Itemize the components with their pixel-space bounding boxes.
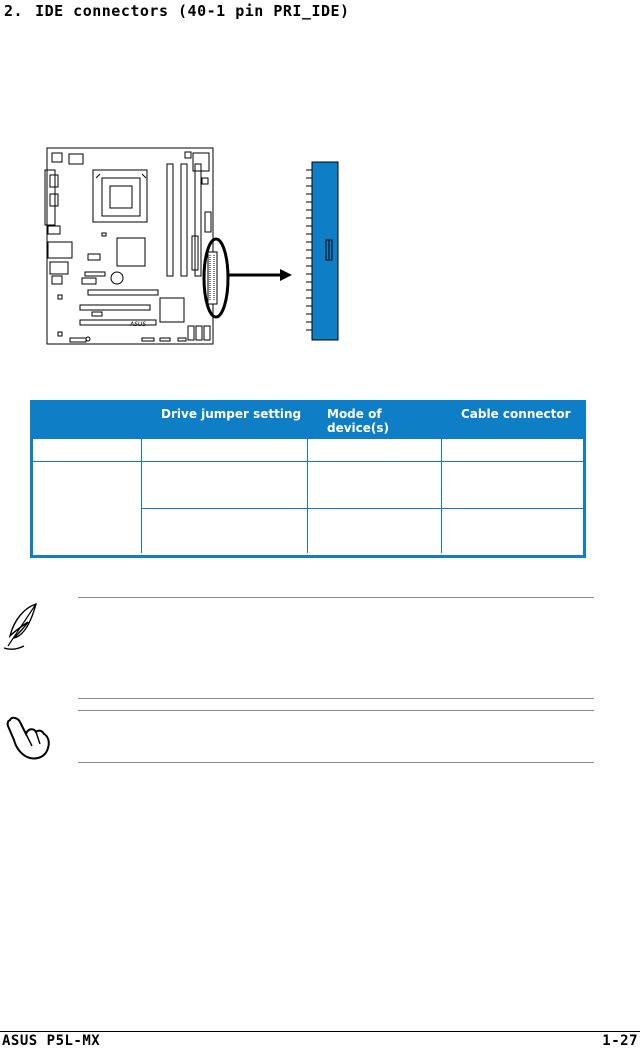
header-drive-jumper: Drive jumper setting: [141, 403, 307, 439]
cmos-battery: [111, 272, 123, 284]
header-device: [33, 403, 141, 439]
dimm-slot: [167, 164, 173, 276]
section-title: IDE connectors (40-1 pin PRI_IDE): [35, 2, 350, 20]
caution-bottom-rule: [78, 762, 594, 763]
pci-slot: [88, 290, 158, 295]
header-cable-connector: Cable connector: [441, 403, 583, 439]
note-bottom-rule: [78, 698, 594, 699]
motherboard-ide-diagram: [30, 140, 360, 350]
header-mode: Mode of device(s): [307, 403, 441, 439]
ide-connector-pins: [306, 170, 312, 330]
section-number: 2.: [4, 2, 24, 20]
table-row: [33, 462, 583, 509]
table-row: [33, 439, 583, 462]
hand-caution-icon: [4, 712, 52, 762]
southbridge: [160, 298, 184, 322]
northbridge: [117, 238, 145, 266]
table-header-row: [33, 403, 583, 439]
footer-rule: [0, 1031, 640, 1032]
board-logo: ASUS: [130, 321, 147, 328]
feather-note-icon: [2, 600, 42, 656]
footer-page-number: 1-27: [602, 1033, 638, 1049]
caution-top-rule: [78, 710, 594, 711]
footer-product-name: ASUS P5L-MX: [2, 1033, 101, 1049]
ide-connector-on-board: [208, 252, 217, 304]
section-heading: [4, 2, 350, 20]
note-top-rule: [78, 597, 594, 598]
ide-connector-detail: [312, 162, 338, 340]
table-row: [33, 509, 583, 554]
ide-device-table: [30, 400, 586, 558]
